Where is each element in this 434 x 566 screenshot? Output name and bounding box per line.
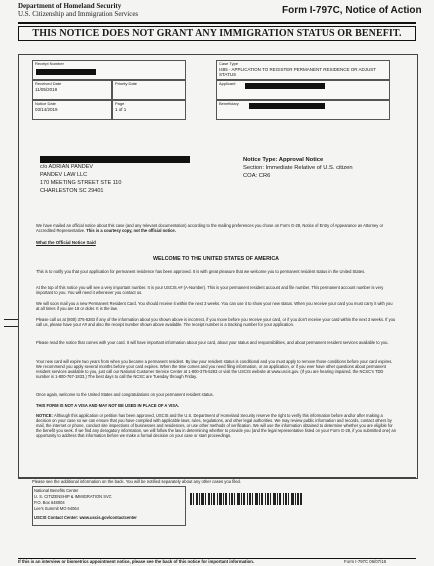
courtesy-paragraph <box>36 223 396 233</box>
courtesy-text: We have mailed an official notice about this case (and any relevant documentation) according to the mailing preferences you chose on Form G-28, Notice of Entry of Appearance as Attorney or Accredited Representative. <box>36 223 384 233</box>
margin-mark <box>4 319 18 320</box>
office-line-2: U. S. CITIZENSHIP & IMMIGRATION SVC <box>34 494 112 499</box>
not-a-visa-statement: THIS FORM IS NOT A VISA AND MAY NOT BE USED IN PLACE OF A VISA. <box>36 403 180 408</box>
receipt-number-cell <box>32 60 186 80</box>
notice-text: Although this application or petition has been approved, USCIS and the U.S. Department of Homeland Security reserve the right to verify this information before and/or after making a decision on your case so we can ensure that you have complied with applicable laws, rules, regulations, and other legal authorities. We may review public information and records, contact others by mail, the internet or phone, conduct site inspections of businesses and residences, or use other methods of verification. We will use the information obtained to determine whether you are eligible for the benefit you seek. If we find any derogatory information, we will follow the law in determining whether to provide you (and the legal representative listed on your Form G-28, if you submitted one) an opportunity to address that information before we make a formal decision on your case or start proceedings. <box>36 413 396 438</box>
office-line-4: Lee's Summit MO 64064 <box>34 506 79 511</box>
header-rule <box>18 22 416 24</box>
beneficiary-cell <box>216 100 390 120</box>
priority-date-label: Priority Date <box>115 81 138 86</box>
body-paragraph-1: This is to notify you that your application for permanent residence has been approved. It is with great pleasure that we welcome you to permanent resident status in the United States. <box>36 269 366 274</box>
address-line-2: PANDEV LAW LLC <box>40 172 88 178</box>
body-paragraph-3: We will soon mail you a new Permanent Resident Card. You should receive it within the next 3 weeks. You can use it to show your new status. When you receive your card you must carry it with you at all times if you are 18 or older. It is the law. <box>36 301 393 311</box>
address-line-4: CHARLESTON SC 29401 <box>40 188 104 194</box>
applicant-cell <box>216 80 390 100</box>
case-type-cell <box>216 60 390 80</box>
footer-note: If this is an interview or biometrics appointment notice, please see the back of this notice for important information. <box>18 559 255 564</box>
courtesy-copy-notice: This is a courtesy copy, not the official notice. <box>86 228 176 233</box>
body-paragraph-6: Your new card will expire two years from when you became a permanent resident. By law your resident status is conditional and you must apply to remove those conditions before your card expires. We recommend you apply several months before your card expires. When the time comes and you need filing information, or an application, or if you ever have other questions about permanent resident services available to you, just call our National Customer Service Center at 1-800-375-5283 or visit the USCIS website at www.uscis.gov. (If you are hearing impaired, the NCSC's TDD number is 1-800-767-1833.) The best days to call the NCSC are Tuesday through Friday. <box>36 359 393 379</box>
page-cell <box>112 100 186 120</box>
office-line-3: P.O. Box 648004 <box>34 500 65 505</box>
body-paragraph-7: Once again, welcome to the United States and congratulations on your permanent resident status. <box>36 392 214 397</box>
address-line-3: 170 MEETING STREET STE 110 <box>40 180 122 186</box>
form-title: Form I-797C, Notice of Action <box>282 5 422 16</box>
welcome-heading: WELCOME TO THE UNITED STATES OF AMERICA <box>152 256 280 262</box>
official-notice-label: What the Official Notice Said <box>36 240 96 245</box>
received-date-value: 11/05/2018 <box>35 87 58 92</box>
barcode <box>190 492 302 504</box>
priority-date-cell <box>112 80 186 100</box>
agency-name: Department of Homeland Security <box>18 2 122 10</box>
notice-label: NOTICE: <box>36 413 54 418</box>
margin-mark <box>4 326 18 327</box>
subagency-name: U.S. Citizenship and Immigration Services <box>18 10 139 18</box>
address-line-1: c/o ADRIAN PANDEV <box>40 164 94 170</box>
body-paragraph-4: Please call us at (800) 375-5283 if any of the information about you shown above is incorrect, if you move before you receive your card, or if you don't receive your card within the next 3 weeks. If you call us, please have your A# and also the receipt number shown above available. The receipt number is a tracking number for your application. <box>36 317 396 327</box>
applicant-label: Applicant <box>219 81 236 86</box>
bottom-rule <box>18 477 416 478</box>
case-type-value: I485 - APPLICATION TO REGISTER PERMANENT RESIDENCE OR ADJUST STATUS <box>219 67 376 77</box>
barcode-graphic <box>190 493 302 505</box>
office-line-1: National Benefits Center <box>34 488 79 493</box>
see-additional: Please see the additional information on the back. You will be notified separately about any other cases you filed. <box>32 479 242 484</box>
notice-date-cell <box>32 100 112 120</box>
body-paragraph-2: At the top of this notice you will see a very important number. It is your USCIS A# (A-Number). This is your permanent resident account and file number. This permanent account number is very important to you. You will need it whenever you contact us. <box>36 285 384 295</box>
redaction <box>36 69 96 75</box>
beneficiary-label: Beneficiary <box>219 101 239 106</box>
received-date-cell <box>32 80 112 100</box>
page-label: Page <box>115 101 125 106</box>
page-value: 1 of 1 <box>115 107 127 112</box>
redaction <box>245 83 325 89</box>
body-paragraph-5: Please read the notice that comes with your card. It will have important information about your card, about your status and responsibilities, and about permanent resident services available to you. <box>36 340 389 345</box>
notice-type: Notice Type: Approval Notice <box>243 157 324 163</box>
contact-center: USCIS Contact Center: www.uscis.gov/contactcenter <box>34 515 137 520</box>
case-type-label: Case Type <box>219 61 239 66</box>
notice-section: Section: Immediate Relative of U.S. citizen <box>243 165 353 171</box>
redaction <box>40 156 190 163</box>
notice-coa: COA: CR6 <box>243 173 271 179</box>
notice-date-value: 03/14/2019 <box>35 107 58 112</box>
received-date-label: Received Date <box>35 81 62 86</box>
status-banner: THIS NOTICE DOES NOT GRANT ANY IMMIGRATION STATUS OR BENEFIT. <box>18 26 416 41</box>
form-edition: Form I-797C 06/07/18 <box>344 559 387 564</box>
redaction <box>249 103 325 109</box>
verification-notice <box>36 413 396 438</box>
receipt-number-label: Receipt Number <box>35 61 64 66</box>
notice-date-label: Notice Date <box>35 101 56 106</box>
